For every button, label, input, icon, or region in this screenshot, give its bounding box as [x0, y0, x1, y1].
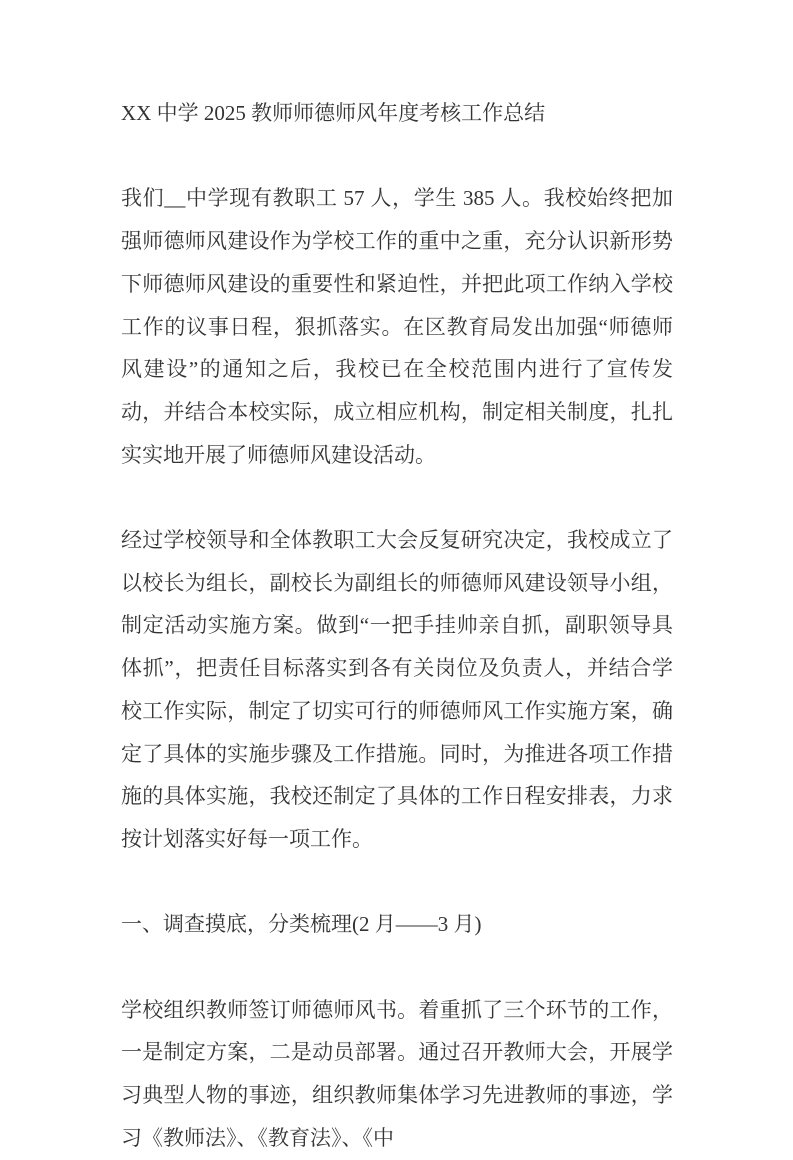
paragraph-intro: 我们__中学现有教职工 57 人，学生 385 人。我校始终把加强师德师风建设作为学校工作的重中之重，充分认识新形势下师德师风建设的重要性和紧迫性，并把此项工作纳入学校工作的议事日程，狠抓落实。在区教育局发出加强“师德师风建设”的通知之后，我校已在全校范围内进行了宣传发动，并结合本校实际，成立相应机构，制定相关制度，扎扎实实地开展了师德师风建设活动。	[121, 186, 673, 467]
section-heading-survey: 一、调查摸底，分类梳理(2 月——3 月)	[121, 912, 482, 937]
paragraph-teacher-pledge: 学校组织教师签订师德师风书。着重抓了三个环节的工作，一是制定方案，二是动员部署。通过召开教师大会，开展学习典型人物的事迹，组织教师集体学习先进教师的事迹，学习《教师法》、《教育法》、《中	[121, 997, 673, 1150]
doc-title: XX 中学 2025 教师师德师风年度考核工作总结	[121, 101, 546, 125]
paragraph-leadership-group: 经过学校领导和全体教职工大会反复研究决定，我校成立了以校长为组长，副校长为副组长的师德师风建设领导小组，制定活动实施方案。做到“一把手挂帅亲自抓，副职领导具体抓”，把责任目标落实到各有关岗位及负责人，并结合学校工作实际，制定了切实可行的师德师风工作实施方案，确定了具体的实施步骤及工作措施。同时，为推进各项工作措施的具体实施，我校还制定了具体的工作日程安排表，力求按计划落实好每一项工作。	[121, 528, 673, 851]
